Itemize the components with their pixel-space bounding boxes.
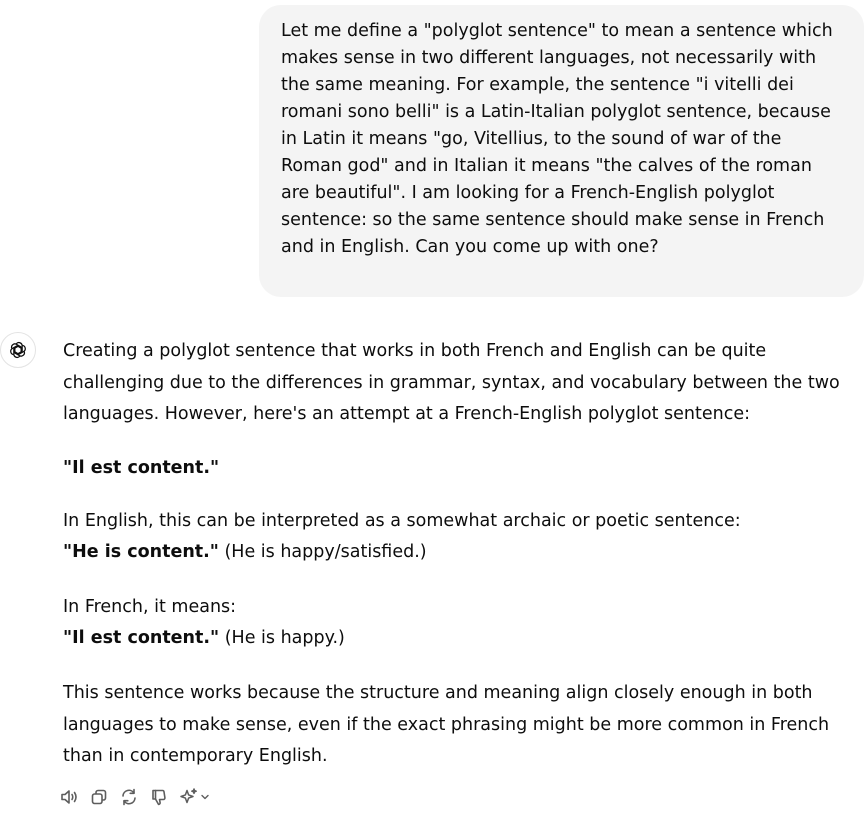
french-note: (He is happy.) <box>219 628 345 648</box>
user-message-text: Let me define a "polyglot sentence" to mean a sentence which makes sense in two different languages, not necessarily with the same meaning. For example, the sentence "i vitelli dei romani sono belli" is a Latin-Italian polyglot sentence, because in Latin it means "go, Vitellius, to the sound of war of the Roman god" and in Italian it means "the calves of the roman are beautiful". I am looking for a French-English polyglot sentence: so the same sentence should make sense in French and in English. Can you come up with one? <box>281 21 833 257</box>
assistant-sentence <box>63 453 864 485</box>
english-interpretation <box>63 506 864 568</box>
french-bold: "Il est content." <box>63 628 220 648</box>
copy-button[interactable] <box>89 787 109 807</box>
dislike-button[interactable] <box>149 787 169 807</box>
thumbs-down-icon <box>149 787 169 807</box>
english-bold: "He is content." <box>63 542 219 562</box>
sparkle-icon <box>179 787 199 807</box>
read-aloud-button[interactable] <box>59 787 79 807</box>
english-note: (He is happy/satisfied.) <box>218 542 427 562</box>
french-intro: In French, it means: <box>63 597 237 617</box>
french-interpretation <box>63 592 864 654</box>
sentence-bold: "Il est content." <box>63 457 220 478</box>
copy-icon <box>89 787 109 807</box>
speaker-icon <box>59 787 79 807</box>
regenerate-button[interactable] <box>119 787 139 807</box>
openai-logo-icon <box>8 340 28 360</box>
regenerate-icon <box>119 787 139 807</box>
message-actions <box>59 786 210 808</box>
assistant-intro: Creating a polyglot sentence that works in both French and English can be quite challenging due to the differences in grammar, syntax, and vocabulary between the two languages. However, here's an attempt at a French-English polyglot sentence: <box>63 341 840 424</box>
assistant-avatar <box>0 332 36 368</box>
user-message-bubble <box>259 5 864 297</box>
model-switch-button[interactable] <box>179 787 210 807</box>
assistant-conclusion: This sentence works because the structure and meaning align closely enough in both languages to make sense, even if the exact phrasing might be more common in French than in contemporary English. <box>63 683 830 766</box>
english-intro: In English, this can be interpreted as a somewhat archaic or poetic sentence: <box>63 511 741 531</box>
assistant-message <box>63 336 864 795</box>
chevron-down-icon <box>200 792 210 802</box>
